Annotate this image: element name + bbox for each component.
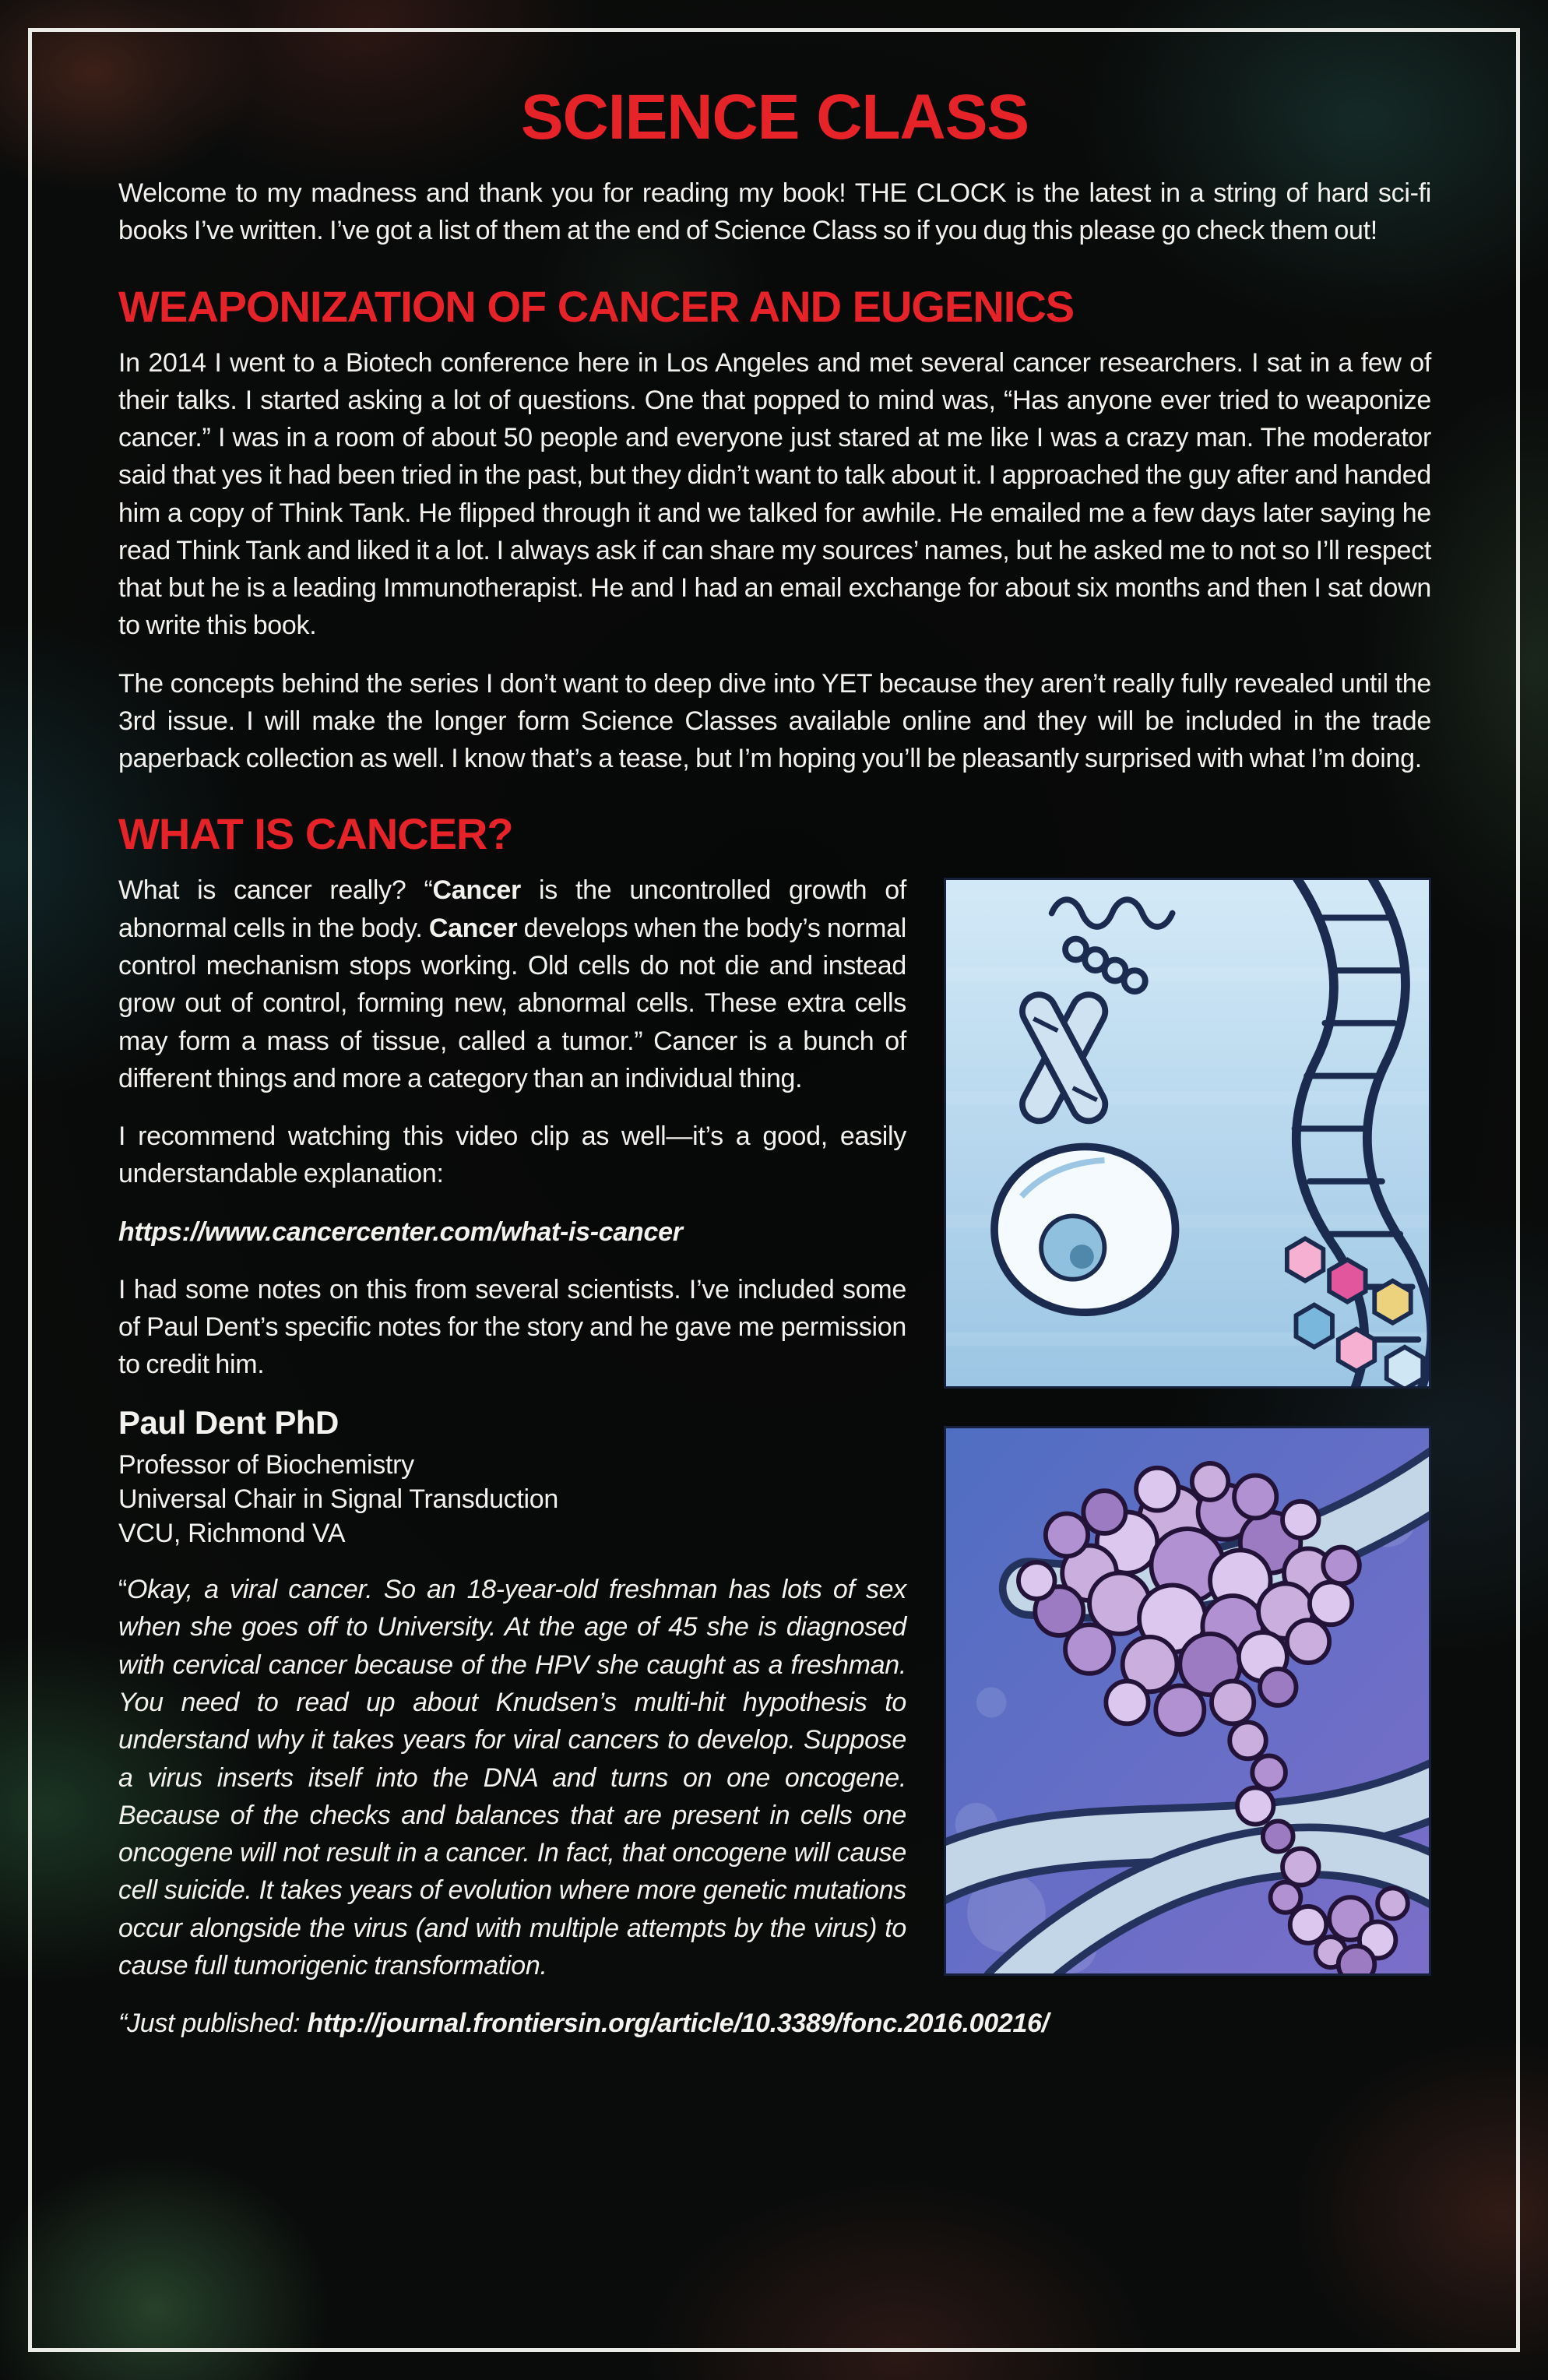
published-label: “Just published:	[118, 2009, 308, 2039]
quote-text: Okay, a viral cancer. So an 18-year-old freshman has lots of sex when she goes off to University. At the age of 45 she is diagnosed with cervical cancer because of the HPV she caught as a freshman. You need to read up about Knudsen’s multi-hit hypothesis to understand why it takes years for viral cancers to develop. Suppose a virus inserts itself into the DNA and turns on one oncogene. Because of the checks and balances that are present in cells one oncogene will not result in a cancer. In fact, that oncogene will cause cell suicide. It takes years of evolution where more genetic mutations occur alongside the virus (and with multiple attempts by the virus) to cause full tumorigenic transformation.	[118, 1575, 906, 1980]
cell-dna-art	[946, 880, 1429, 1386]
section-heading-what-is-cancer: WHAT IS CANCER?	[118, 809, 513, 859]
cancer-bold-2: Cancer	[428, 913, 518, 943]
video-recommendation-paragraph: I recommend watching this video clip as well—it’s a good, easily understandable explanation:	[118, 1121, 906, 1189]
cancer-bold-1: Cancer	[432, 875, 521, 906]
frontiersin-link[interactable]: http://journal.frontiersin.org/article/10.3389/fonc.2016.00216/	[307, 2009, 1049, 2039]
quote-open-mark: “	[118, 1575, 128, 1605]
notes-paragraph: I had some notes on this from several scientists. I’ve included some of Paul Dent’s specific notes for the story and he gave me permission to credit him.	[118, 1274, 906, 1380]
tumor-illustration	[944, 1426, 1431, 1976]
cancercenter-link[interactable]: https://www.cancercenter.com/what-is-cancer	[118, 1216, 683, 1247]
intro-paragraph: Welcome to my madness and thank you for reading my book! THE CLOCK is the latest in a string of hard sci-fi books I’ve written. I’ve got a list of them at the end of Science Class so if you dug this please go check them out!	[118, 178, 1431, 246]
credit-name: Paul Dent PhD	[118, 1403, 339, 1441]
illustration-column	[944, 878, 1431, 1976]
weaponization-paragraph-2: The concepts behind the series I don’t want to deep dive into YET because they aren’t really fully revealed until the 3rd issue. I will make the longer form Science Classes available online and they will be included in the trade paperback collection as well. I know that’s a tease, but I’m hoping you’ll be pleasantly surprised with what I’m doing.	[118, 668, 1431, 774]
page-content	[118, 81, 1431, 2042]
credit-chair-line: Universal Chair in Signal Transduction	[118, 1484, 558, 1514]
section-heading-weaponization: WEAPONIZATION OF CANCER AND EUGENICS	[118, 281, 1075, 331]
weaponization-paragraph-1: In 2014 I went to a Biotech conference here in Los Angeles and met several cancer researchers. I sat in a few of their talks. I started asking a lot of questions. One that popped to mind was, “Has anyone ever tried to weaponize cancer.” I was in a room of about 50 people and everyone just stared at me like I was a crazy man. The moderator said that yes it had been tried in the past, but they didn’t want to talk about it. I approached the guy after and handed him a copy of Think Tank. He flipped through it and we talked for awhile. He emailed me a few days later saying he read Think Tank and liked it a lot. I always ask if can share my sources’ names, but he asked me to not so I’ll respect that but he is a leading Immunotherapist. He and I had an email exchange for about six months and then I sat down to write this book.	[118, 347, 1431, 641]
page-title: SCIENCE CLASS	[520, 82, 1029, 153]
credit-institution-line: VCU, Richmond VA	[118, 1519, 346, 1549]
published-line	[118, 2005, 1431, 2042]
cell-dna-illustration	[944, 878, 1431, 1389]
credit-title-line: Professor of Biochemistry	[118, 1449, 414, 1480]
tumor-cell-art	[946, 1428, 1429, 1973]
what-is-cancer-text-c: is the uncontrolled growth of abnormal cells in the body.	[118, 875, 906, 943]
cell-icon	[994, 1147, 1176, 1313]
what-is-cancer-text-a: What is cancer really? “	[118, 875, 433, 906]
what-is-cancer-text-e: develops when the body’s normal control mechanism stops working. Old cells do not die and instead grow out of control, forming new, abnormal cells. These extra cells may form a mass of tissue, called a tumor.” Cancer is a bunch of different things and more a category than an individual thing.	[118, 913, 906, 1093]
